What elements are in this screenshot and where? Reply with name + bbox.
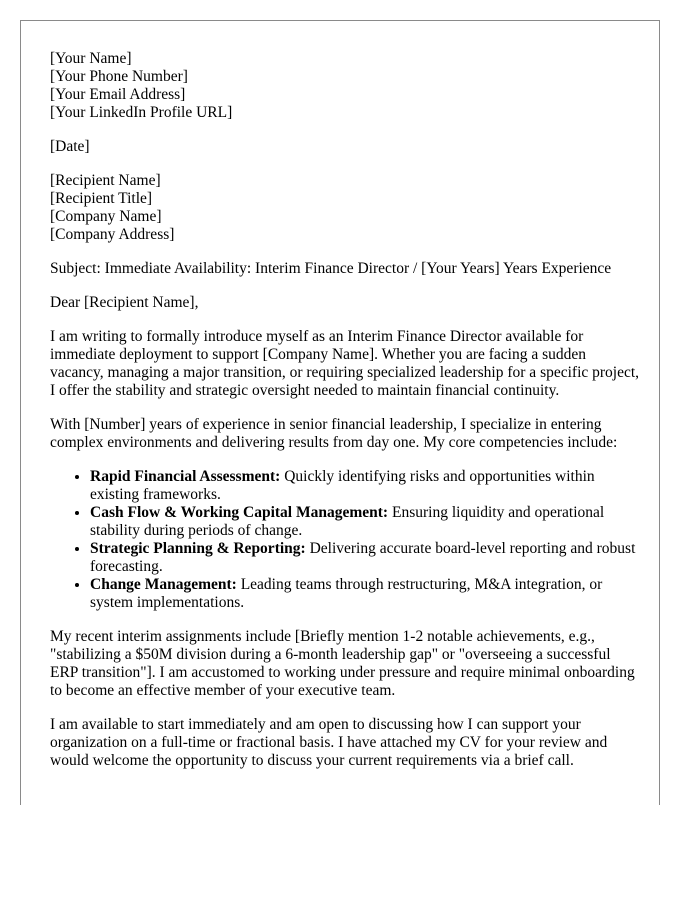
competency-text: Delivering accurate board-level reporting and robust forecasting.	[90, 540, 636, 575]
competency-text: Leading teams through restructuring, M&A integration, or system implementations.	[90, 576, 603, 611]
intro-paragraph: I am writing to formally introduce myself as an Interim Finance Director available for immediate deployment to support [Company Name]. Whether you are facing a sudden vacancy, managing a major transition, or requiring specialized leadership for a specific project, I offer the stability and strategic oversight needed to maintain financial continuity.	[50, 328, 640, 399]
sender-name: [Your Name]	[50, 50, 132, 67]
competency-title: Cash Flow & Working Capital Management:	[90, 504, 389, 521]
recipient-company: [Company Name]	[50, 208, 162, 225]
list-item	[90, 540, 642, 576]
competency-title: Strategic Planning & Reporting:	[90, 540, 306, 557]
sender-block	[50, 50, 642, 122]
experience-paragraph: With [Number] years of experience in senior financial leadership, I specialize in entering complex environments and delivering results from day one. My core competencies include:	[50, 416, 618, 451]
competency-title: Change Management:	[90, 576, 237, 593]
salutation: Dear [Recipient Name],	[50, 294, 199, 311]
letter-content	[50, 50, 642, 786]
competency-text: Quickly identifying risks and opportunities within existing frameworks.	[90, 468, 595, 503]
date-block	[50, 138, 642, 156]
letter-date: [Date]	[50, 138, 90, 155]
letter-page	[20, 20, 660, 805]
list-item	[90, 468, 642, 504]
competency-text: Ensuring liquidity and operational stability during periods of change.	[90, 504, 605, 539]
competency-title: Rapid Financial Assessment:	[90, 468, 281, 485]
competencies-list	[50, 468, 642, 612]
closing-paragraph: I am available to start immediately and am open to discussing how I can support your organization on a full-time or fractional basis. I have attached my CV for your review and would welcome the opportunity to discuss your current requirements via a brief call.	[50, 716, 608, 769]
recipient-block	[50, 172, 642, 244]
recipient-name: [Recipient Name]	[50, 172, 161, 189]
sender-email: [Your Email Address]	[50, 86, 186, 103]
sender-linkedin: [Your LinkedIn Profile URL]	[50, 104, 233, 121]
sender-phone: [Your Phone Number]	[50, 68, 188, 85]
achievements-paragraph: My recent interim assignments include [Briefly mention 1-2 notable achievements, e.g., "stabilizing a $50M division during a 6-month leadership gap" or "overseeing a successful ERP transition"]. I am accustomed to working under pressure and require minimal onboarding to become an effective member of your executive team.	[50, 628, 635, 699]
list-item	[90, 504, 642, 540]
list-item	[90, 576, 642, 612]
subject-line: Subject: Immediate Availability: Interim Finance Director / [Your Years] Years Experience	[50, 260, 612, 277]
recipient-title: [Recipient Title]	[50, 190, 153, 207]
recipient-address: [Company Address]	[50, 226, 175, 243]
